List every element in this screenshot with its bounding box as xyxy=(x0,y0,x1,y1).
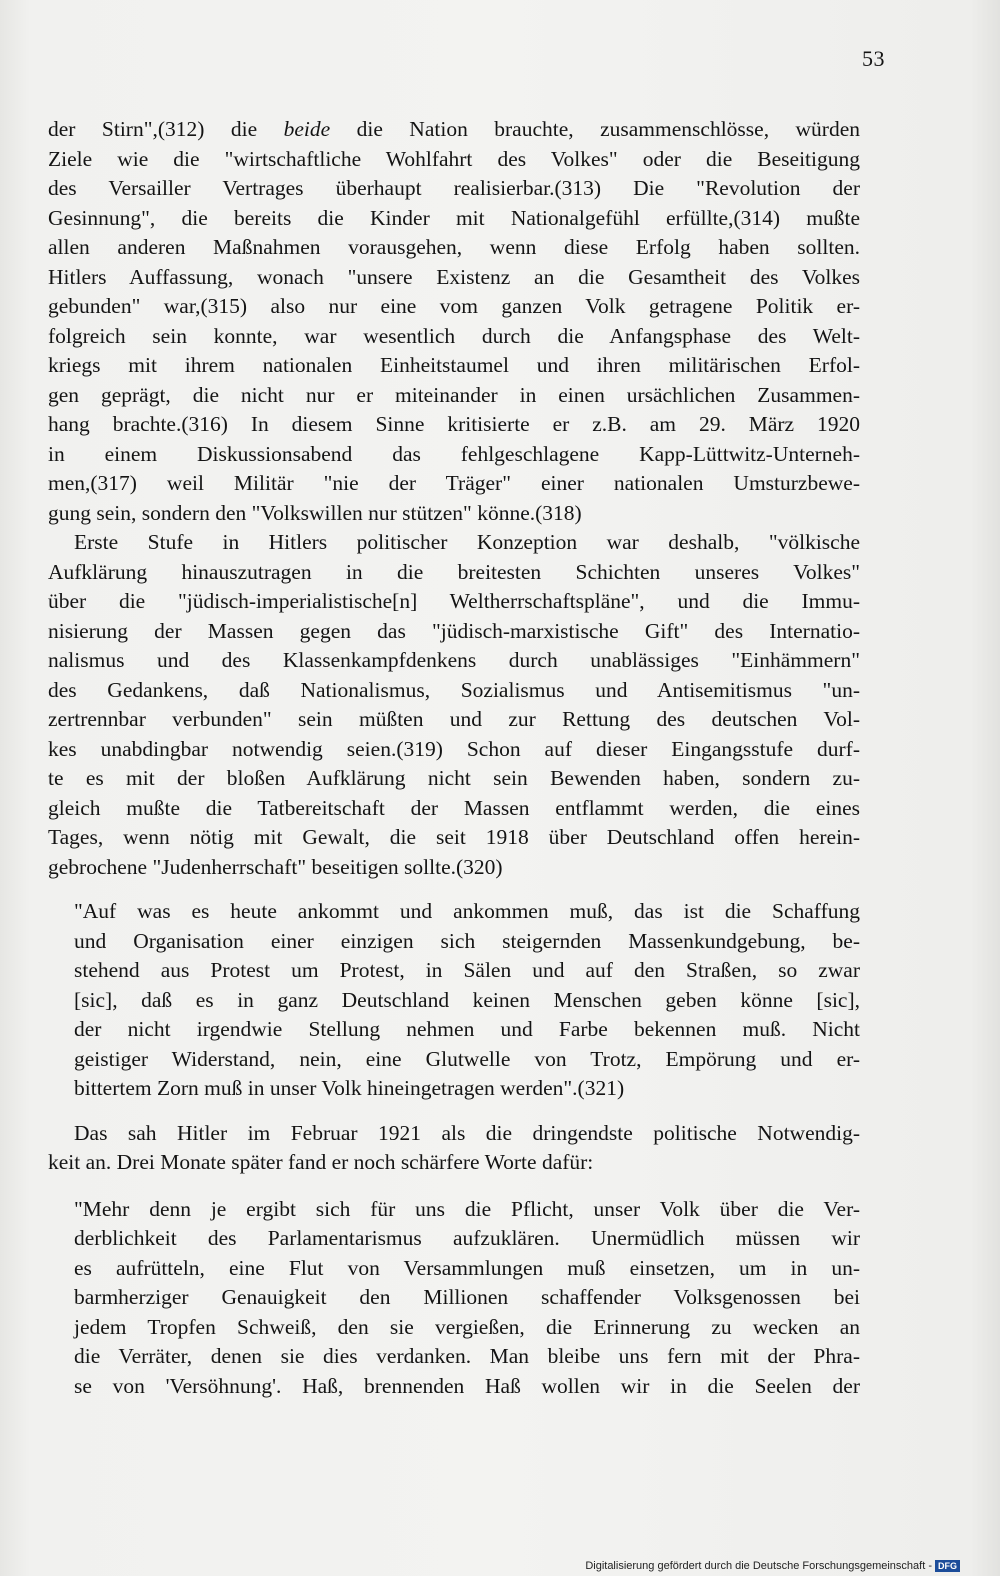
text-line: se von 'Versöhnung'. Haß, brennenden Haß wollen wir in die Seelen der xyxy=(74,1373,860,1398)
text-line: "Mehr denn je ergibt sich für uns die Pflicht, unser Volk über die Ver- xyxy=(74,1196,860,1221)
text-line: kes unabdingbar notwendig seien.(319) Schon auf dieser Eingangsstufe durf- xyxy=(48,736,860,761)
text-line: gebrochene "Judenherrschaft" beseitigen sollte.(320) xyxy=(48,854,503,879)
paragraph-3 xyxy=(48,1119,860,1178)
text-line: gung sein, sondern den "Volkswillen nur stützen" könne.(318) xyxy=(48,500,582,525)
text-line: Gesinnung", die bereits die Kinder mit Nationalgefühl erfüllte,(314) mußte xyxy=(48,205,860,230)
text-line: Das sah Hitler im Februar 1921 als die dringendste politische Notwendig- xyxy=(74,1120,860,1145)
text-line: Aufklärung hinauszutragen in die breitesten Schichten unseres Volkes" xyxy=(48,559,860,584)
page-number: 53 xyxy=(862,46,885,71)
text-line: barmherziger Genauigkeit den Millionen schaffender Volksgenossen bei xyxy=(74,1285,860,1309)
footer-credit-text: Digitalisierung gefördert durch die Deutsche Forschungsgemeinschaft - xyxy=(585,1559,932,1572)
text-line: nalismus und des Klassenkampfdenkens durch unablässiges "Einhämmern" xyxy=(48,648,860,672)
block-quote-2 xyxy=(74,1195,860,1402)
text-line: Ziele wie die "wirtschaftliche Wohlfahrt des Volkes" oder die Beseitigung xyxy=(48,146,860,171)
text-line: der Stirn",(312) die beide die Nation brauchte, zusammenschlösse, würden xyxy=(48,117,860,141)
block-quote-1 xyxy=(74,897,860,1104)
text-line: Tages, wenn nötig mit Gewalt, die seit 1918 über Deutschland offen herein- xyxy=(48,825,860,849)
text-line: allen anderen Maßnahmen vorausgehen, wenn diese Erfolg haben sollten. xyxy=(48,235,860,259)
text-line: Erste Stufe in Hitlers politischer Konzeption war deshalb, "völkische xyxy=(74,530,860,554)
text-line: es aufrütteln, eine Flut von Versammlungen muß einsetzen, um in un- xyxy=(74,1255,860,1280)
spacer xyxy=(48,1104,860,1119)
text-line: hang brachte.(316) In diesem Sinne kritisierte er z.B. am 29. März 1920 xyxy=(48,412,860,436)
text-line: jedem Tropfen Schweiß, den sie vergießen, die Erinnerung zu wecken an xyxy=(74,1314,860,1339)
text-line: nisierung der Massen gegen das "jüdisch-marxistische Gift" des Internatio- xyxy=(48,618,860,643)
text-line: stehend aus Protest um Protest, in Sälen und auf den Straßen, so zwar xyxy=(74,958,860,982)
spacer xyxy=(48,882,860,897)
text-line: gebunden" war,(315) also nur eine vom ganzen Volk getragene Politik er- xyxy=(48,294,860,318)
text-line: über die "jüdisch-imperialistische[n] Weltherrschaftspläne", und die Immu- xyxy=(48,589,860,613)
text-line: des Versailler Vertrages überhaupt realisierbar.(313) Die "Revolution der xyxy=(48,176,860,200)
text-line: "Auf was es heute ankommt und ankommen muß, das ist die Schaffung xyxy=(74,899,860,923)
text-line: des Gedankens, daß Nationalismus, Sozialismus und Antisemitismus "un- xyxy=(48,677,860,702)
text-line: geistiger Widerstand, nein, eine Glutwelle von Trotz, Empörung und er- xyxy=(74,1046,860,1071)
text-line: der nicht irgendwie Stellung nehmen und Farbe bekennen muß. Nicht xyxy=(74,1017,860,1041)
text-line: die Verräter, denen sie dies verdanken. Man bleibe uns fern mit der Phra- xyxy=(74,1344,860,1368)
text-line: und Organisation einer einzigen sich steigernden Massenkundgebung, be- xyxy=(74,928,860,953)
digitization-footer xyxy=(585,1560,960,1572)
text-line: folgreich sein konnte, war wesentlich durch die Anfangsphase des Welt- xyxy=(48,323,860,348)
text-line: gen geprägt, die nicht nur er miteinander in einen ursächlichen Zusammen- xyxy=(48,382,860,407)
text-line: gleich mußte die Tatbereitschaft der Massen entflammt werden, die eines xyxy=(48,795,860,820)
dfg-logo: DFG xyxy=(935,1560,960,1572)
emphasis-text: beide xyxy=(283,117,331,141)
paragraph-1 xyxy=(48,115,860,528)
text-line: Hitlers Auffassung, wonach "unsere Existenz an die Gesamtheit des Volkes xyxy=(48,264,860,289)
paragraph-2 xyxy=(48,528,860,882)
text-line: derblichkeit des Parlamentarismus aufzuklären. Unermüdlich müssen wir xyxy=(74,1226,860,1250)
text-line: zertrennbar verbunden" sein müßten und zur Rettung des deutschen Vol- xyxy=(48,707,860,731)
text-line: bittertem Zorn muß in unser Volk hineingetragen werden".(321) xyxy=(74,1076,625,1100)
text-line: te es mit der bloßen Aufklärung nicht sein Bewenden haben, sondern zu- xyxy=(48,766,860,790)
text-line: in einem Diskussionsabend das fehlgeschlagene Kapp-Lüttwitz-Unterneh- xyxy=(48,441,860,466)
page-body xyxy=(48,115,860,1401)
text-line: keit an. Drei Monate später fand er noch schärfere Worte dafür: xyxy=(48,1150,594,1174)
spacer xyxy=(48,1178,860,1195)
text-line: [sic], daß es in ganz Deutschland keinen Menschen geben könne [sic], xyxy=(74,987,860,1012)
text-line: kriegs mit ihrem nationalen Einheitstaumel und ihren militärischen Erfol- xyxy=(48,353,860,377)
text-line: men,(317) weil Militär "nie der Träger" einer nationalen Umsturzbewe- xyxy=(48,471,860,495)
